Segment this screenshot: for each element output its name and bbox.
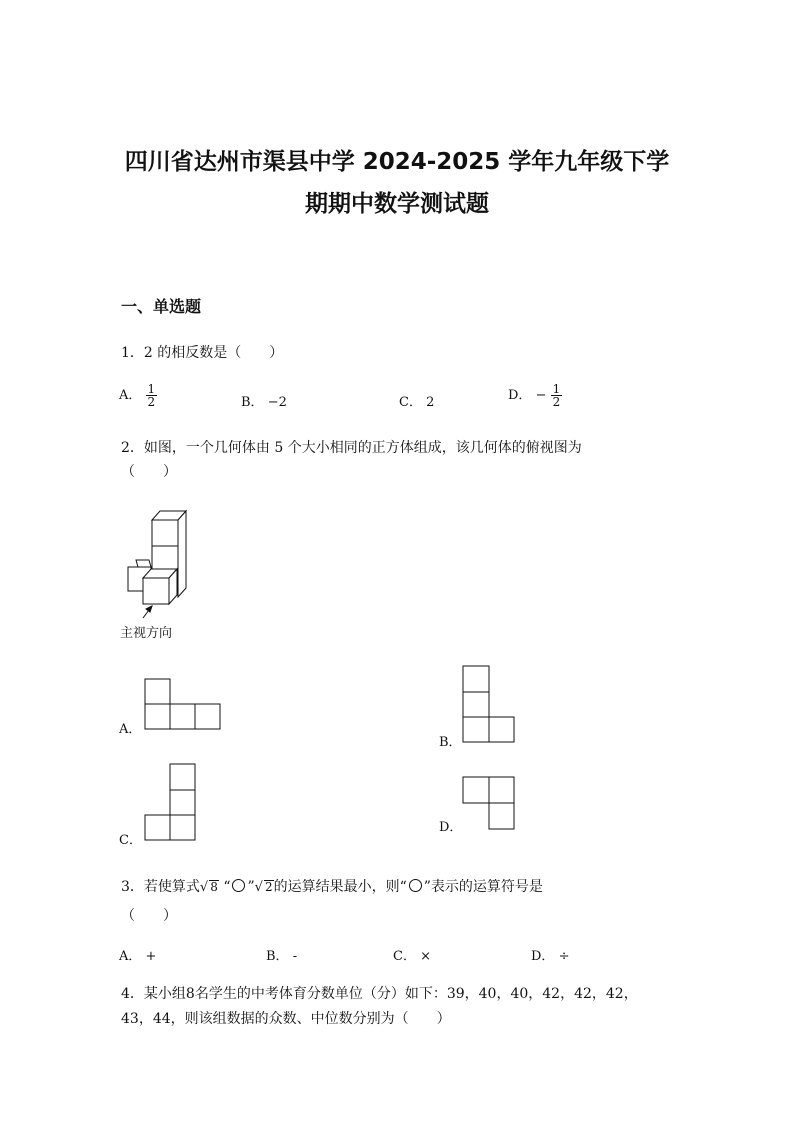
quote-close: ” [247,879,255,895]
fraction-denominator: 2 [147,395,156,409]
document-title-line1: 四川省达州市渠县中学 2024-2025 学年九年级下学 [124,149,670,175]
q2-option-a-label: A． [119,722,142,737]
q3-middle: 的运算结果最小，则“ [273,879,407,895]
q2-option-d-label: D． [439,820,463,835]
option-value: - [292,949,298,964]
q2-option-c-label: C． [119,833,142,848]
option-label: C． [393,949,416,964]
option-label: C． [399,395,422,410]
option-value: ÷ [558,949,570,964]
radicand: 2 [264,880,273,894]
circle-placeholder-icon [409,879,422,892]
fraction-numerator: 1 [147,382,156,396]
figure-caption-front-view: 主视方向 [120,626,173,641]
radicand: 8 [210,880,218,894]
fraction-numerator: 1 [552,382,561,396]
q3-suffix: ”表示的运算符号是 [423,879,543,895]
question-2-text-line2: （ ） [121,464,177,480]
q3-prefix: 3．若使算式 [121,879,200,895]
option-label: D． [508,388,532,403]
option-value: + [145,949,157,964]
q3-option-c [393,945,431,964]
q2-option-b-label: B． [439,735,462,750]
option-value: −2 [267,395,287,410]
fraction-denominator: 2 [552,395,561,409]
question-4-text-line2: 43，44，则该组数据的众数、中位数分别为（ ） [121,1011,451,1027]
option-label: A． [119,949,142,964]
quote-open: “ [223,879,231,895]
option-label: A． [119,388,142,403]
option-label: D． [531,949,555,964]
q3-option-b [266,945,297,964]
option-value: × [420,949,431,964]
radical-sign: √ [199,880,209,895]
question-2-text-line1: 2．如图，一个几何体由 5 个大小相同的正方体组成，该几何体的俯视图为 [121,440,582,456]
option-sign: − [535,388,547,403]
q3-option-a [119,945,156,964]
question-3-text-line1 [121,876,543,896]
radical-sign: √ [254,880,263,895]
question-4-text-line1: 4．某小组8名学生的中考体育分数单位（分）如下：39，40，40，42，42，42， [121,986,638,1002]
option-value: 2 [426,395,435,410]
section-heading-single-choice: 一、单选题 [121,297,202,316]
circle-placeholder-icon [232,879,245,892]
document-title-line2: 期期中数学测试题 [305,191,489,217]
option-label: B． [241,395,264,410]
question-1-text: 1．2 的相反数是（ ） [121,345,284,361]
q3-option-d [531,945,569,964]
question-3-text-line2: （ ） [121,908,177,924]
option-label: B． [266,949,289,964]
